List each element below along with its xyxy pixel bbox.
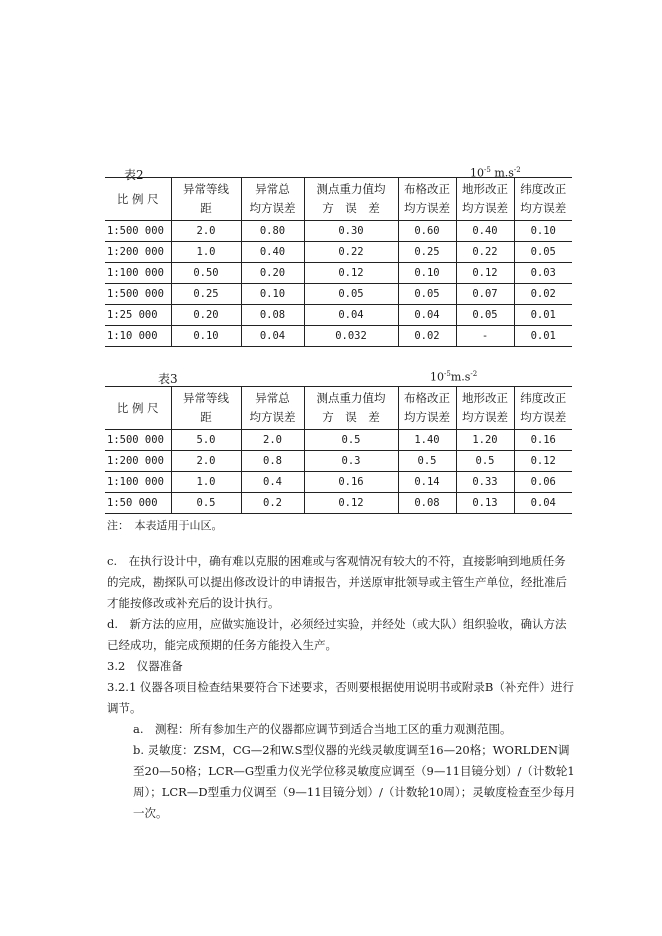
table3-header-row — [105, 387, 572, 430]
value-cell: 0.12 — [456, 263, 514, 284]
scale-cell: 1:25 000 — [105, 305, 171, 326]
paragraph-b: b. 灵敏度：ZSM，CG—2和W.S型仪器的光线灵敏度调至16—20格；WORLDEN调至20—50格；LCR—G型重力仪光学位移灵敏度应调至（9—11目镜分划）/（计数轮1周）；LCR—D型重力仪调至（9—11目镜分划）/（计数轮10周）；灵敏度检查至少每月一次。 — [133, 743, 576, 820]
value-cell: 0.8 — [241, 451, 304, 472]
table-row — [105, 221, 572, 242]
value-cell: 0.80 — [241, 221, 304, 242]
value-cell: 0.01 — [514, 305, 572, 326]
table2-header-row — [105, 178, 572, 221]
table3-unit: $10^{-5}m.s^{-2}$ — [430, 370, 478, 384]
value-cell: 0.20 — [241, 263, 304, 284]
table2-header-3 — [304, 178, 398, 221]
value-cell: 0.02 — [398, 326, 456, 347]
table3-header-line: 均方误差 — [462, 410, 508, 424]
paragraph-a: a. 测程：所有参加生产的仪器都应调节到适合当地工区的重力观测范围。 — [133, 722, 512, 736]
value-cell: 0.10 — [514, 221, 572, 242]
value-cell: 0.12 — [514, 451, 572, 472]
table3-header-line: 均方误差 — [520, 410, 567, 424]
value-cell: 0.05 — [456, 305, 514, 326]
table3-header-line: 方 误 差 — [322, 410, 380, 424]
value-cell: 0.08 — [241, 305, 304, 326]
table3-header-line: 布格改正 — [404, 391, 450, 405]
value-cell: 0.5 — [456, 451, 514, 472]
table2-caption: 表2 — [124, 168, 144, 182]
value-cell: 0.20 — [171, 305, 241, 326]
scale-cell: 1:10 000 — [105, 326, 171, 347]
table2-header-line: 纬度改正 — [520, 182, 567, 196]
value-cell: 0.01 — [514, 326, 572, 347]
value-cell: 0.06 — [514, 472, 572, 493]
table3-header-line: 距 — [200, 410, 212, 424]
table3-header-3 — [304, 387, 398, 430]
table-row — [105, 493, 572, 514]
table3-header-line: 均方误差 — [404, 410, 450, 424]
value-cell: 0.4 — [241, 472, 304, 493]
value-cell: 0.5 — [304, 430, 398, 451]
value-cell: 0.3 — [304, 451, 398, 472]
table-row — [105, 430, 572, 451]
table3-header-line: 测点重力值均 — [316, 391, 386, 405]
value-cell: 0.22 — [456, 242, 514, 263]
value-cell: 0.40 — [456, 221, 514, 242]
value-cell: 0.05 — [514, 242, 572, 263]
table3-header-0 — [105, 387, 171, 430]
scale-cell: 1:500 000 — [105, 221, 171, 242]
scale-cell: 1:100 000 — [105, 263, 171, 284]
paragraph-3-2-1: 3.2.1 仪器各项目检查结果要符合下述要求，否则要根据使用说明书或附录B（补充件）进行调节。 — [107, 680, 574, 715]
value-cell: 1.40 — [398, 430, 456, 451]
value-cell: 0.10 — [171, 326, 241, 347]
table-row — [105, 326, 572, 347]
value-cell: 0.40 — [241, 242, 304, 263]
value-cell: 0.33 — [456, 472, 514, 493]
table2-header-line: 均方误差 — [249, 201, 296, 215]
table3-header-line: 异常总 — [255, 391, 290, 405]
value-cell: 0.16 — [304, 472, 398, 493]
scale-cell: 1:200 000 — [105, 242, 171, 263]
table-row — [105, 242, 572, 263]
value-cell: 2.0 — [171, 451, 241, 472]
paragraph-c: c. 在执行设计中，确有难以克服的困难或与客观情况有较大的不符，直接影响到地质任务的完成，勘探队可以提出修改设计的申请报告，并送原审批领导或主管生产单位，经批准后才能按修改或补充后的设计执行。 — [107, 554, 567, 610]
table2-header-line: 距 — [200, 201, 212, 215]
table-row — [105, 472, 572, 493]
value-cell: 0.30 — [304, 221, 398, 242]
value-cell: 0.13 — [456, 493, 514, 514]
value-cell: 0.04 — [304, 305, 398, 326]
table2-header-line: 异常总 — [255, 182, 290, 196]
value-cell: 0.2 — [241, 493, 304, 514]
table2-header-4 — [398, 178, 456, 221]
table2-header-line: 均方误差 — [404, 201, 450, 215]
value-cell: 0.04 — [514, 493, 572, 514]
table-row — [105, 305, 572, 326]
table2 — [105, 177, 572, 347]
table3-caption: 表3 — [158, 372, 178, 386]
scale-cell: 1:200 000 — [105, 451, 171, 472]
value-cell: 0.12 — [304, 493, 398, 514]
table2-header-line: 均方误差 — [462, 201, 508, 215]
table2-header-0 — [105, 178, 171, 221]
table2-header-line: 异常等线 — [183, 182, 229, 196]
table3-header-line: 地形改正 — [462, 391, 508, 405]
value-cell: 0.05 — [398, 284, 456, 305]
value-cell: 1.20 — [456, 430, 514, 451]
value-cell: 0.04 — [398, 305, 456, 326]
value-cell: 0.5 — [398, 451, 456, 472]
paragraph-d: d. 新方法的应用，应做实施设计，必须经过实验，并经处（或大队）组织验收，确认方法已经成功，能完成预期的任务方能投入生产。 — [107, 617, 567, 652]
value-cell: 0.05 — [304, 284, 398, 305]
section-heading: 3.2 仪器准备 — [107, 659, 183, 673]
table2-header-line: 比 例 尺 — [116, 191, 159, 206]
table3-header-5 — [456, 387, 514, 430]
value-cell: 2.0 — [171, 221, 241, 242]
value-cell: 0.22 — [304, 242, 398, 263]
value-cell: 0.032 — [304, 326, 398, 347]
table2-unit: $10^{-5}$ $m.s^{-2}$ — [470, 166, 521, 180]
value-cell: 0.10 — [398, 263, 456, 284]
value-cell: 2.0 — [241, 430, 304, 451]
table2-header-line: 均方误差 — [520, 201, 567, 215]
value-cell: 0.10 — [241, 284, 304, 305]
table3-header-line: 纬度改正 — [520, 391, 567, 405]
table3-header-1 — [171, 387, 241, 430]
table3-header-6 — [514, 387, 572, 430]
table3-note: 注： 本表适用于山区。 — [107, 519, 223, 532]
value-cell: 0.03 — [514, 263, 572, 284]
value-cell: 0.16 — [514, 430, 572, 451]
table2-header-6 — [514, 178, 572, 221]
value-cell: 5.0 — [171, 430, 241, 451]
value-cell: - — [456, 326, 514, 347]
value-cell: 0.50 — [171, 263, 241, 284]
table3 — [105, 386, 572, 514]
table-row — [105, 284, 572, 305]
table3-header-line: 比 例 尺 — [116, 400, 159, 415]
table2-header-5 — [456, 178, 514, 221]
table2-header-line: 布格改正 — [404, 182, 450, 196]
value-cell: 0.02 — [514, 284, 572, 305]
value-cell: 0.07 — [456, 284, 514, 305]
table3-header-line: 均方误差 — [249, 410, 296, 424]
scale-cell: 1:500 000 — [105, 430, 171, 451]
table2-header-2 — [241, 178, 304, 221]
table2-header-line: 地形改正 — [462, 182, 508, 196]
value-cell: 0.5 — [171, 493, 241, 514]
value-cell: 1.0 — [171, 472, 241, 493]
table-row — [105, 451, 572, 472]
table3-header-line: 异常等线 — [183, 391, 229, 405]
value-cell: 1.0 — [171, 242, 241, 263]
value-cell: 0.04 — [241, 326, 304, 347]
value-cell: 0.12 — [304, 263, 398, 284]
table3-header-2 — [241, 387, 304, 430]
value-cell: 0.60 — [398, 221, 456, 242]
table2-header-line: 方 误 差 — [322, 201, 380, 215]
value-cell: 0.25 — [171, 284, 241, 305]
value-cell: 0.14 — [398, 472, 456, 493]
scale-cell: 1:50 000 — [105, 493, 171, 514]
table-row — [105, 263, 572, 284]
table3-header-4 — [398, 387, 456, 430]
table2-header-1 — [171, 178, 241, 221]
table2-header-line: 测点重力值均 — [316, 182, 386, 196]
scale-cell: 1:100 000 — [105, 472, 171, 493]
scale-cell: 1:500 000 — [105, 284, 171, 305]
value-cell: 0.25 — [398, 242, 456, 263]
value-cell: 0.08 — [398, 493, 456, 514]
